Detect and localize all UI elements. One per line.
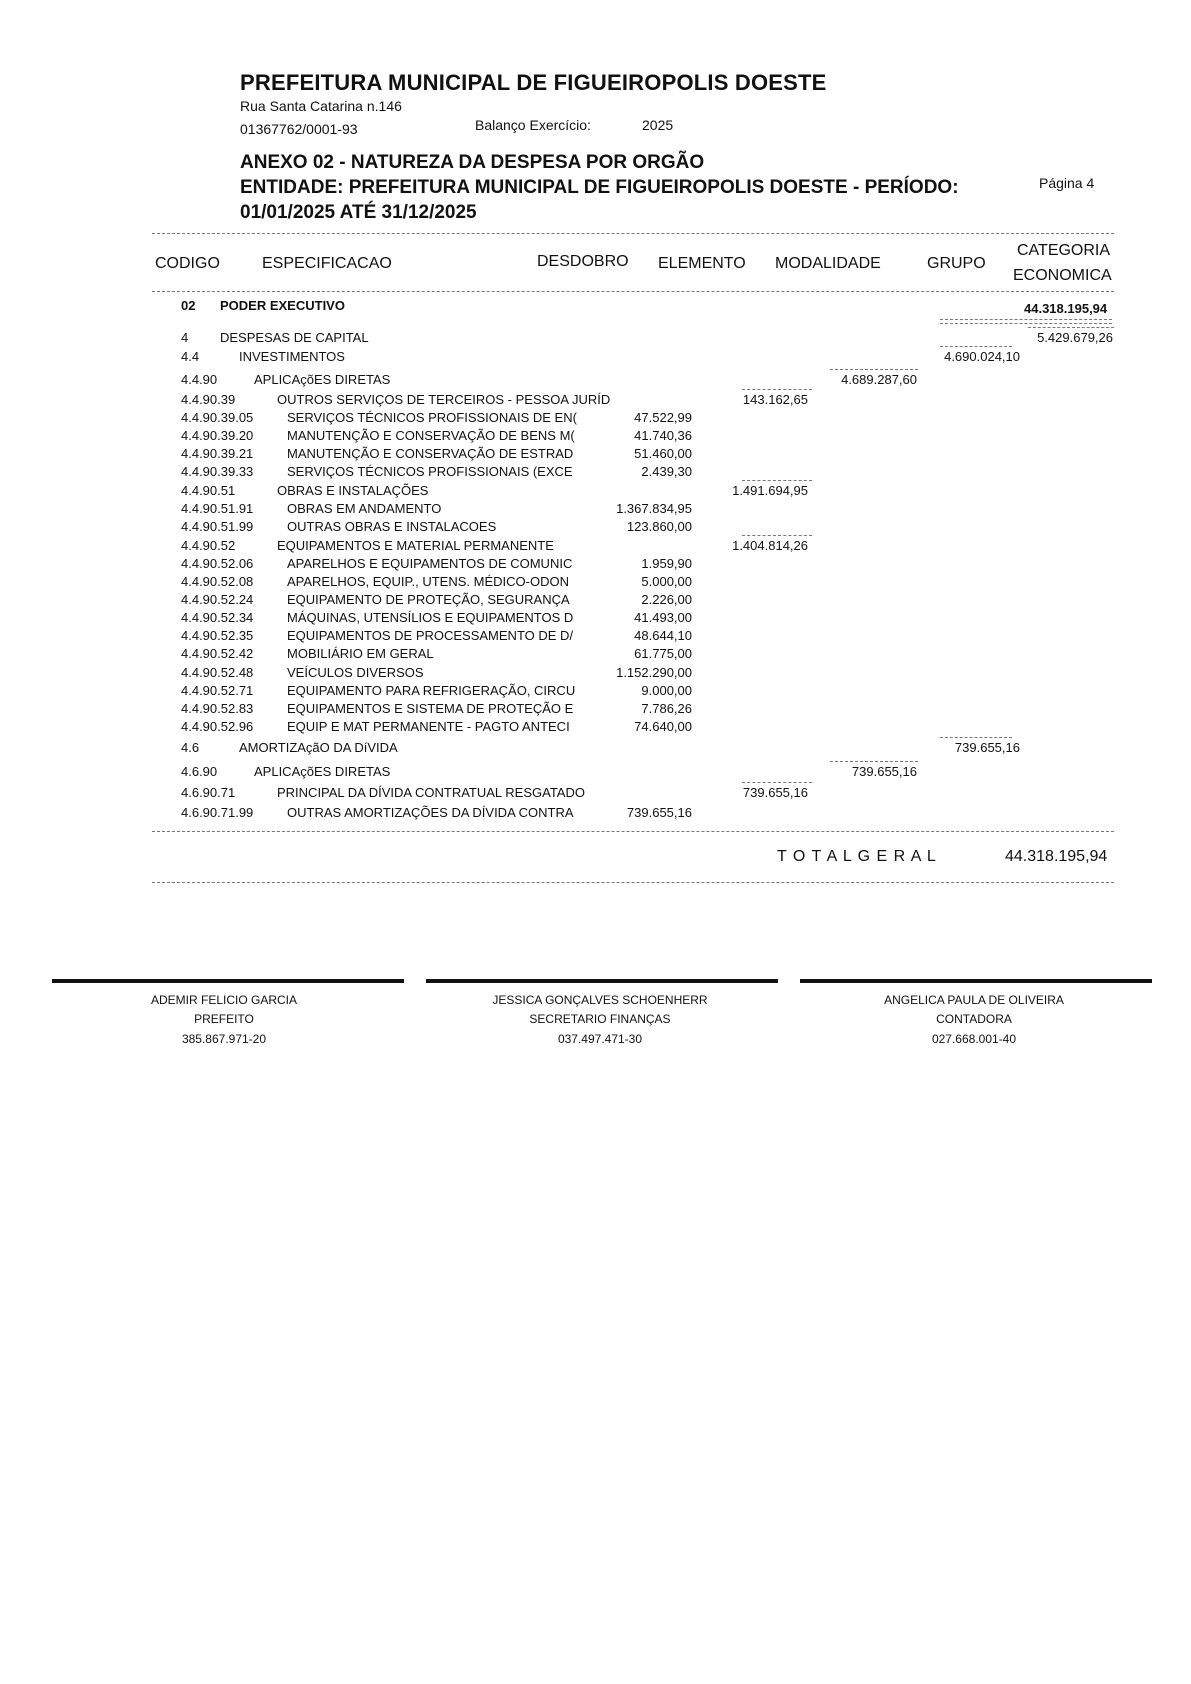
row-name: SERVIÇOS TÉCNICOS PROFISSIONAIS DE EN(: [287, 410, 577, 425]
orgao-name: PODER EXECUTIVO: [220, 298, 345, 313]
row-desdobro-value: 41.493,00: [634, 610, 692, 625]
row-elemento-value: 143.162,65: [742, 392, 808, 407]
row-elemento-value: 1.491.694,95: [732, 483, 808, 498]
row-name: APARELHOS E EQUIPAMENTOS DE COMUNIC: [287, 556, 573, 571]
row-desdobro-value: 61.775,00: [634, 646, 692, 661]
row-code: 4.4.90.39.33: [181, 464, 254, 479]
row-code: 4.4.90: [181, 372, 218, 387]
row-code: 4.6.90: [181, 764, 218, 779]
row-name: SERVIÇOS TÉCNICOS PROFISSIONAIS (EXCE: [287, 464, 573, 479]
total-label: T O T A L G E R A L: [777, 848, 937, 865]
row-elemento-value: 1.404.814,26: [732, 538, 808, 553]
entity-title: ENTIDADE: PREFEITURA MUNICIPAL DE FIGUEIROPOLIS DOESTE - PERÍODO:: [240, 177, 959, 198]
row-desdobro-value: 2.439,30: [641, 464, 692, 479]
row-elemento-overline: [742, 480, 812, 481]
total-value: 44.318.195,94: [1005, 848, 1108, 865]
signer-role: PREFEITO: [194, 1012, 254, 1026]
exercise-year: 2025: [642, 117, 674, 133]
row-name: APLICAçõES DIRETAS: [254, 372, 391, 387]
signature-line: [52, 979, 404, 983]
row-name: AMORTIZAçãO DA DíVIDA: [239, 740, 398, 755]
row-code: 4.4: [181, 349, 200, 364]
row-code: 4.4.90.52.24: [181, 592, 254, 607]
annex-title: ANEXO 02 - NATUREZA DA DESPESA POR ORGÃO: [240, 152, 705, 173]
row-code: 4.4.90.39.21: [181, 446, 254, 461]
row-name: EQUIPAMENTO DE PROTEÇÃO, SEGURANÇA: [287, 592, 570, 607]
row-code: 4.4.90.52.42: [181, 646, 254, 661]
row-desdobro-value: 1.367.834,95: [616, 501, 692, 516]
row-code: 4.4.90.52.96: [181, 719, 254, 734]
row-elemento-overline: [742, 535, 812, 536]
row-code: 4.6: [181, 740, 200, 755]
row-grupo-value: 4.690.024,10: [944, 349, 1020, 364]
row-desdobro-value: 48.644,10: [634, 628, 692, 643]
page-title: PREFEITURA MUNICIPAL DE FIGUEIROPOLIS DOESTE: [240, 70, 827, 95]
row-desdobro-value: 5.000,00: [641, 574, 692, 589]
signer-name: ADEMIR FELICIO GARCIA: [150, 993, 298, 1007]
col-especificacao: ESPECIFICACAO: [262, 255, 392, 272]
row-name: APARELHOS, EQUIP., UTENS. MÉDICO-ODON: [287, 574, 569, 589]
row-name: OUTROS SERVIÇOS DE TERCEIROS - PESSOA JURÍD: [277, 392, 611, 407]
row-code: 4.4.90.52.83: [181, 701, 254, 716]
row-modalidade-value: 4.689.287,60: [841, 372, 917, 387]
row-name: EQUIPAMENTOS E SISTEMA DE PROTEÇÃO E: [287, 701, 574, 716]
col-modalidade: MODALIDADE: [775, 255, 881, 272]
row-grupo-overline: [940, 346, 1012, 347]
row-name: MOBILIÁRIO EM GERAL: [287, 646, 434, 661]
row-code: 4.6.90.71: [181, 785, 236, 800]
row-name: INVESTIMENTOS: [239, 349, 345, 364]
row-code: 4.4.90.51.99: [181, 519, 254, 534]
orgao-code: 02: [181, 298, 196, 313]
row-code: 4.4.90.51.91: [181, 501, 254, 516]
row-grupo-overline: [940, 737, 1012, 738]
row-code: 4.4.90.52.34: [181, 610, 254, 625]
row-modalidade-overline: [830, 761, 918, 762]
signature-line: [426, 979, 778, 983]
col-categoria: CATEGORIA: [1017, 242, 1111, 259]
orgao-total: 44.318.195,94: [1024, 301, 1108, 316]
row-name: PRINCIPAL DA DÍVIDA CONTRATUAL RESGATADO: [277, 785, 585, 800]
row-name: EQUIPAMENTO PARA REFRIGERAÇÃO, CIRCU: [287, 683, 576, 698]
row-desdobro-value: 51.460,00: [634, 446, 692, 461]
row-name: MANUTENÇÃO E CONSERVAÇÃO DE ESTRAD: [287, 446, 574, 461]
row-desdobro-value: 41.740,36: [634, 428, 692, 443]
period: 01/01/2025 ATÉ 31/12/2025: [240, 202, 477, 223]
signer-cpf: 027.668.001-40: [931, 1032, 1017, 1046]
col-grupo: GRUPO: [927, 255, 986, 272]
row-desdobro-value: 1.152.290,00: [616, 665, 692, 680]
row-code: 4.4.90.52.35: [181, 628, 254, 643]
signer-role: SECRETARIO FINANÇAS: [529, 1012, 671, 1026]
row-desdobro-value: 7.786,26: [641, 701, 692, 716]
row-name: VEÍCULOS DIVERSOS: [287, 665, 424, 680]
signer-role: CONTADORA: [936, 1012, 1012, 1026]
row-categoria-value: 5.429.679,26: [1037, 330, 1113, 345]
row-desdobro-value: 47.522,99: [634, 410, 692, 425]
row-elemento-overline: [742, 389, 812, 390]
row-desdobro-value: 1.959,90: [641, 556, 692, 571]
row-code: 4.4.90.52: [181, 538, 236, 553]
row-code: 4.4.90.52.71: [181, 683, 254, 698]
row-categoria-overline: [1028, 327, 1114, 328]
row-code: 4.4.90.52.48: [181, 665, 254, 680]
row-desdobro-value: 9.000,00: [641, 683, 692, 698]
col-economica: ECONOMICA: [1013, 267, 1112, 284]
row-modalidade-overline: [830, 369, 918, 370]
total-underline: [940, 319, 1112, 324]
cnpj: 01367762/0001-93: [240, 121, 358, 137]
signer-name: JESSICA GONÇALVES SCHOENHERR: [492, 993, 708, 1007]
row-desdobro-value: 739.655,16: [626, 805, 692, 820]
divider: [152, 831, 1114, 832]
row-name: EQUIP E MAT PERMANENTE - PAGTO ANTECI: [287, 719, 570, 734]
divider: [152, 233, 1114, 234]
row-modalidade-value: 739.655,16: [851, 764, 917, 779]
signature-line: [800, 979, 1152, 983]
row-name: OUTRAS OBRAS E INSTALACOES: [287, 519, 497, 534]
divider: [152, 291, 1114, 292]
row-code: 4: [181, 330, 189, 345]
exercise-label: Balanço Exercício:: [475, 117, 591, 133]
row-name: OUTRAS AMORTIZAÇÕES DA DÍVIDA CONTRA: [287, 805, 574, 820]
row-code: 4.4.90.52.08: [181, 574, 254, 589]
row-elemento-overline: [742, 782, 812, 783]
row-name: OBRAS EM ANDAMENTO: [287, 501, 442, 516]
row-desdobro-value: 74.640,00: [634, 719, 692, 734]
signer-name: ANGELICA PAULA DE OLIVEIRA: [884, 993, 1064, 1007]
row-desdobro-value: 2.226,00: [641, 592, 692, 607]
page-number: Página 4: [1039, 175, 1095, 191]
row-code: 4.4.90.52.06: [181, 556, 254, 571]
row-name: EQUIPAMENTOS DE PROCESSAMENTO DE D/: [287, 628, 574, 643]
col-desdobro: DESDOBRO: [537, 253, 629, 270]
address: Rua Santa Catarina n.146: [240, 98, 402, 114]
col-elemento: ELEMENTO: [658, 255, 746, 272]
signer-cpf: 385.867.971-20: [181, 1032, 267, 1046]
signer-cpf: 037.497.471-30: [557, 1032, 643, 1046]
row-code: 4.4.90.39.05: [181, 410, 254, 425]
row-code: 4.6.90.71.99: [181, 805, 254, 820]
row-name: MÁQUINAS, UTENSÍLIOS E EQUIPAMENTOS D: [287, 610, 574, 625]
row-code: 4.4.90.51: [181, 483, 236, 498]
divider: [152, 882, 1114, 883]
row-name: OBRAS E INSTALAÇÕES: [277, 483, 429, 498]
row-elemento-value: 739.655,16: [742, 785, 808, 800]
row-grupo-value: 739.655,16: [954, 740, 1020, 755]
row-name: EQUIPAMENTOS E MATERIAL PERMANENTE: [277, 538, 554, 553]
row-name: APLICAçõES DIRETAS: [254, 764, 391, 779]
row-code: 4.4.90.39.20: [181, 428, 254, 443]
row-desdobro-value: 123.860,00: [626, 519, 692, 534]
row-code: 4.4.90.39: [181, 392, 236, 407]
col-codigo: CODIGO: [155, 255, 220, 272]
row-name: MANUTENÇÃO E CONSERVAÇÃO DE BENS M(: [287, 428, 575, 443]
row-name: DESPESAS DE CAPITAL: [220, 330, 369, 345]
